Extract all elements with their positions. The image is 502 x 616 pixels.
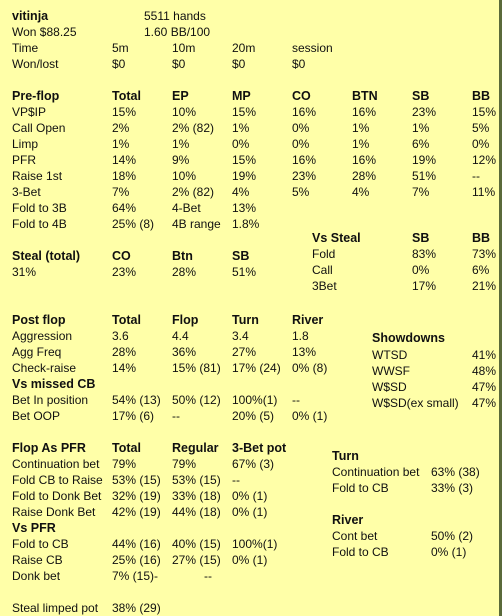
showdown-label: WTSD bbox=[372, 348, 408, 362]
postflop-cell: 0% (8) bbox=[292, 361, 328, 375]
fold-to-4b-value: 25% (8) bbox=[112, 217, 155, 231]
preflop-cell: 2% (82) bbox=[172, 185, 215, 199]
postflop-col-flop: Flop bbox=[172, 313, 199, 327]
turn-row-value: 63% (38) bbox=[431, 465, 480, 479]
preflop-row-label: Raise 1st bbox=[12, 169, 63, 183]
postflop-col-river: River bbox=[292, 313, 324, 327]
flop-pfr-cell: 67% (3) bbox=[232, 457, 275, 471]
preflop-cell: 23% bbox=[412, 105, 437, 119]
preflop-cell: 14% bbox=[112, 153, 137, 167]
flop-pfr-cell: 33% (18) bbox=[172, 489, 221, 503]
showdown-label: WWSF bbox=[372, 364, 410, 378]
steal-title: Steal (total) bbox=[12, 249, 81, 263]
preflop-cell: 0% bbox=[472, 137, 490, 151]
flop-pfr-col-regular: Regular bbox=[172, 441, 219, 455]
vs-steal-col-sb: SB bbox=[412, 231, 430, 245]
preflop-cell: 1% bbox=[172, 137, 190, 151]
steal-col-btn: Btn bbox=[172, 249, 193, 263]
preflop-row-label: 3-Bet bbox=[12, 185, 41, 199]
preflop-cell: 19% bbox=[412, 153, 437, 167]
preflop-cell: 1% bbox=[232, 121, 250, 135]
four-bet-label: 4-Bet bbox=[172, 201, 201, 215]
missed-cb-cell: -- bbox=[172, 409, 180, 423]
flop-pfr-row-label: Fold CB to Raise bbox=[12, 473, 103, 487]
preflop-cell: 1% bbox=[412, 121, 430, 135]
preflop-row-label: VP$IP bbox=[12, 105, 47, 119]
vs-pfr-row-label: Donk bet bbox=[12, 569, 61, 583]
preflop-cell: 0% bbox=[232, 137, 250, 151]
preflop-cell: 4% bbox=[352, 185, 370, 199]
river-row-label: Fold to CB bbox=[332, 545, 389, 559]
preflop-cell: 16% bbox=[352, 153, 377, 167]
turn-row-label: Continuation bet bbox=[332, 465, 420, 479]
flop-pfr-cell: 32% (19) bbox=[112, 489, 161, 503]
hands-count: 5511 hands bbox=[144, 9, 206, 23]
preflop-cell: 10% bbox=[172, 169, 197, 183]
preflop-cell: -- bbox=[472, 169, 480, 183]
river-title: River bbox=[332, 513, 364, 527]
vs-steal-col-bb: BB bbox=[472, 231, 491, 245]
fold-to-4b-label: Fold to 4B bbox=[12, 217, 67, 231]
preflop-cell: 15% bbox=[232, 153, 257, 167]
postflop-cell: 36% bbox=[172, 345, 197, 359]
missed-cb-cell: -- bbox=[292, 393, 300, 407]
wonlost-label: Won/lost bbox=[12, 57, 59, 71]
vs-steal-cell: 83% bbox=[412, 247, 437, 261]
postflop-cell: 27% bbox=[232, 345, 257, 359]
turn-title: Turn bbox=[332, 449, 359, 463]
river-row-value: 0% (1) bbox=[431, 545, 467, 559]
session-col-10m: 10m bbox=[172, 41, 196, 55]
preflop-row-label: PFR bbox=[12, 153, 36, 167]
flop-pfr-cell: 0% (1) bbox=[232, 505, 268, 519]
preflop-cell: 2% bbox=[112, 121, 130, 135]
missed-cb-cell: 0% (1) bbox=[292, 409, 328, 423]
postflop-row-label: Agg Freq bbox=[12, 345, 62, 359]
river-row-value: 50% (2) bbox=[431, 529, 474, 543]
flop-pfr-cell: 44% (18) bbox=[172, 505, 221, 519]
four-bet-value: 13% bbox=[232, 201, 257, 215]
preflop-cell: 16% bbox=[292, 105, 317, 119]
preflop-col-total: Total bbox=[112, 89, 141, 103]
preflop-cell: 7% bbox=[112, 185, 130, 199]
preflop-cell: 19% bbox=[232, 169, 257, 183]
showdown-value: 47% bbox=[472, 396, 497, 410]
flop-pfr-cell: 79% bbox=[172, 457, 197, 471]
preflop-row-label: Limp bbox=[12, 137, 39, 151]
flop-pfr-cell: 79% bbox=[112, 457, 137, 471]
vs-steal-cell: 21% bbox=[472, 279, 497, 293]
postflop-cell: 13% bbox=[292, 345, 317, 359]
missed-cb-cell: 17% (6) bbox=[112, 409, 155, 423]
showdown-label: W$SD(ex small) bbox=[372, 396, 459, 410]
preflop-cell: 1% bbox=[352, 121, 370, 135]
postflop-title: Post flop bbox=[12, 313, 66, 327]
flop-pfr-col-total: Total bbox=[112, 441, 141, 455]
preflop-cell: 15% bbox=[232, 105, 257, 119]
vs-pfr-cell: 27% (15) bbox=[172, 553, 221, 567]
preflop-cell: 16% bbox=[292, 153, 317, 167]
flop-pfr-cell: 0% (1) bbox=[232, 489, 268, 503]
preflop-cell: 6% bbox=[412, 137, 430, 151]
flop-pfr-row-label: Fold to Donk Bet bbox=[12, 489, 102, 503]
steal-cell: 51% bbox=[232, 265, 257, 279]
preflop-title: Pre-flop bbox=[12, 89, 60, 103]
postflop-cell: 3.6 bbox=[112, 329, 129, 343]
four-bet-range-label: 4B range bbox=[172, 217, 221, 231]
missed-cb-row-label: Bet In position bbox=[12, 393, 89, 407]
steal-cell: 23% bbox=[112, 265, 137, 279]
four-bet-range-value: 1.8% bbox=[232, 217, 260, 231]
postflop-cell: 17% (24) bbox=[232, 361, 281, 375]
preflop-cell: 4% bbox=[232, 185, 250, 199]
preflop-cell: 1% bbox=[352, 137, 370, 151]
preflop-cell: 2% (82) bbox=[172, 121, 215, 135]
vs-steal-cell: 6% bbox=[472, 263, 490, 277]
missed-cb-cell: 100%(1) bbox=[232, 393, 278, 407]
postflop-col-turn: Turn bbox=[232, 313, 259, 327]
flop-pfr-row-label: Continuation bet bbox=[12, 457, 100, 471]
vs-pfr-cell: 40% (15) bbox=[172, 537, 221, 551]
preflop-row-label: Call Open bbox=[12, 121, 66, 135]
vs-steal-row-label: Fold bbox=[312, 247, 336, 261]
session-col-20m: 20m bbox=[232, 41, 256, 55]
flop-pfr-cell: 53% (15) bbox=[112, 473, 161, 487]
preflop-cell: 18% bbox=[112, 169, 137, 183]
postflop-cell: 14% bbox=[112, 361, 137, 375]
steal-limped-value: 38% (29) bbox=[112, 601, 161, 615]
steal-total-value: 31% bbox=[12, 265, 37, 279]
session-col-5m: 5m bbox=[112, 41, 129, 55]
fold-to-3b-value: 64% bbox=[112, 201, 137, 215]
turn-row-value: 33% (3) bbox=[431, 481, 474, 495]
preflop-cell: 16% bbox=[352, 105, 377, 119]
vs-steal-title: Vs Steal bbox=[312, 231, 361, 245]
time-label: Time bbox=[12, 41, 39, 55]
vs-pfr-cell: 7% (15)- bbox=[112, 569, 159, 583]
flop-pfr-cell: 53% (15) bbox=[172, 473, 221, 487]
postflop-row-label: Aggression bbox=[12, 329, 73, 343]
missed-cb-row-label: Bet OOP bbox=[12, 409, 61, 423]
vs-pfr-row-label: Raise CB bbox=[12, 553, 63, 567]
showdowns-title: Showdowns bbox=[372, 331, 445, 345]
vs-steal-cell: 73% bbox=[472, 247, 497, 261]
flop-pfr-col-3bet-pot: 3-Bet pot bbox=[232, 441, 287, 455]
fold-to-3b-label: Fold to 3B bbox=[12, 201, 67, 215]
missed-cb-cell: 54% (13) bbox=[112, 393, 161, 407]
preflop-col-co: CO bbox=[292, 89, 311, 103]
preflop-cell: 10% bbox=[172, 105, 197, 119]
river-row-label: Cont bet bbox=[332, 529, 378, 543]
showdown-value: 48% bbox=[472, 364, 497, 378]
preflop-col-btn: BTN bbox=[352, 89, 378, 103]
preflop-col-bb: BB bbox=[472, 89, 491, 103]
vs-pfr-cell: 25% (16) bbox=[112, 553, 161, 567]
postflop-col-total: Total bbox=[112, 313, 141, 327]
vs-pfr-cell: -- bbox=[204, 569, 212, 583]
steal-col-sb: SB bbox=[232, 249, 250, 263]
session-col-session: session bbox=[292, 41, 333, 55]
preflop-cell: 51% bbox=[412, 169, 437, 183]
vs-pfr-row-label: Fold to CB bbox=[12, 537, 69, 551]
postflop-cell: 15% (81) bbox=[172, 361, 221, 375]
flop-pfr-cell: -- bbox=[232, 473, 240, 487]
postflop-cell: 3.4 bbox=[232, 329, 249, 343]
bb-per-100: 1.60 BB/100 bbox=[144, 25, 211, 39]
flop-pfr-title: Flop As PFR bbox=[12, 441, 86, 455]
flop-pfr-cell: 42% (19) bbox=[112, 505, 161, 519]
won-amount: Won $88.25 bbox=[12, 25, 77, 39]
preflop-cell: 28% bbox=[352, 169, 377, 183]
player-name: vitinja bbox=[12, 9, 49, 23]
vs-pfr-title: Vs PFR bbox=[12, 521, 56, 535]
postflop-cell: 1.8 bbox=[292, 329, 309, 343]
vs-steal-cell: 0% bbox=[412, 263, 430, 277]
vs-steal-row-label: Call bbox=[312, 263, 333, 277]
preflop-cell: 11% bbox=[472, 185, 496, 199]
wonlost-5m: $0 bbox=[112, 57, 126, 71]
vs-steal-row-label: 3Bet bbox=[312, 279, 337, 293]
postflop-row-label: Check-raise bbox=[12, 361, 77, 375]
preflop-cell: 0% bbox=[292, 137, 310, 151]
preflop-col-ep: EP bbox=[172, 89, 189, 103]
wonlost-10m: $0 bbox=[172, 57, 186, 71]
flop-pfr-row-label: Raise Donk Bet bbox=[12, 505, 96, 519]
preflop-cell: 12% bbox=[472, 153, 497, 167]
showdown-value: 47% bbox=[472, 380, 497, 394]
postflop-cell: 28% bbox=[112, 345, 137, 359]
preflop-cell: 15% bbox=[112, 105, 137, 119]
vs-pfr-cell: 44% (16) bbox=[112, 537, 161, 551]
missed-cb-cell: 20% (5) bbox=[232, 409, 275, 423]
steal-col-co: CO bbox=[112, 249, 131, 263]
preflop-col-sb: SB bbox=[412, 89, 430, 103]
preflop-cell: 1% bbox=[112, 137, 130, 151]
showdown-label: W$SD bbox=[372, 380, 407, 394]
preflop-cell: 9% bbox=[172, 153, 190, 167]
steal-limped-label: Steal limped pot bbox=[12, 601, 99, 615]
postflop-cell: 4.4 bbox=[172, 329, 189, 343]
preflop-cell: 7% bbox=[412, 185, 430, 199]
turn-row-label: Fold to CB bbox=[332, 481, 389, 495]
steal-cell: 28% bbox=[172, 265, 197, 279]
vs-pfr-cell: 0% (1) bbox=[232, 553, 268, 567]
missed-cb-cell: 50% (12) bbox=[172, 393, 221, 407]
vs-missed-cb-title: Vs missed CB bbox=[12, 377, 96, 391]
vs-steal-cell: 17% bbox=[412, 279, 437, 293]
showdown-value: 41% bbox=[472, 348, 497, 362]
wonlost-20m: $0 bbox=[232, 57, 246, 71]
preflop-cell: 0% bbox=[292, 121, 310, 135]
wonlost-session: $0 bbox=[292, 57, 306, 71]
preflop-cell: 23% bbox=[292, 169, 317, 183]
vs-pfr-cell: 100%(1) bbox=[232, 537, 278, 551]
preflop-cell: 15% bbox=[472, 105, 497, 119]
preflop-cell: 5% bbox=[292, 185, 310, 199]
preflop-cell: 5% bbox=[472, 121, 490, 135]
preflop-col-mp: MP bbox=[232, 89, 251, 103]
